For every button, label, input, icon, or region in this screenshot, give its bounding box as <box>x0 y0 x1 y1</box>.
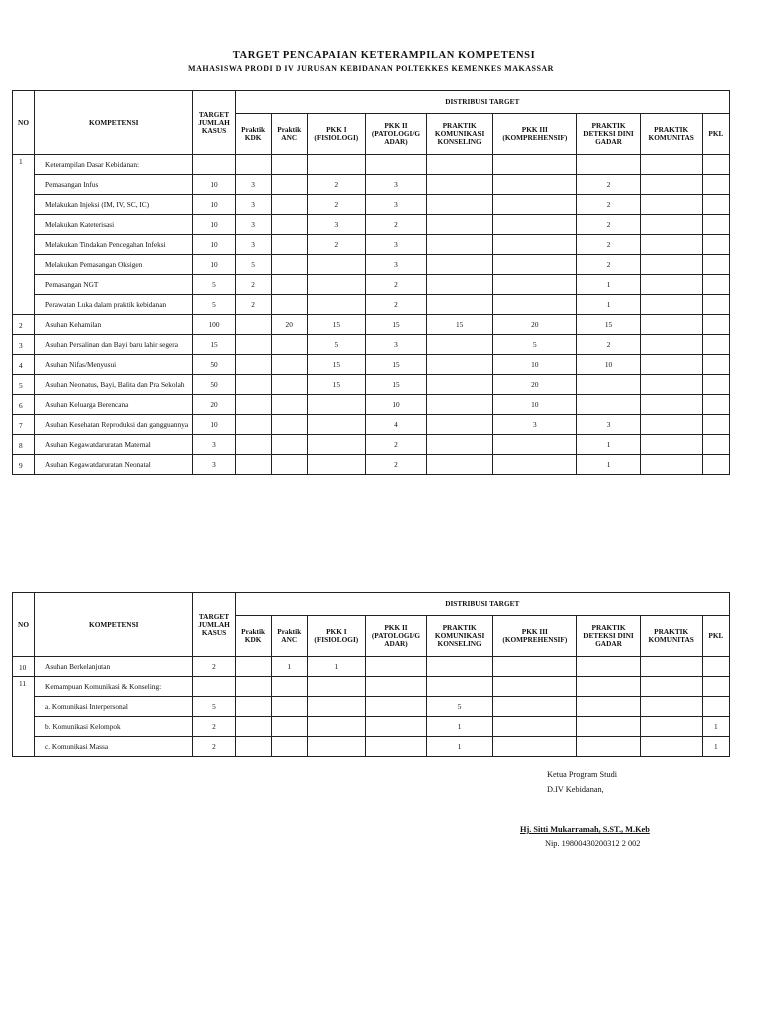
row-number: 11 <box>13 677 35 757</box>
table-row <box>13 255 730 275</box>
cell-target: 10 <box>193 235 235 255</box>
competency-name: Asuhan Berkelanjutan <box>35 657 193 677</box>
competency-name: Melakukan Kateterisasi <box>35 215 193 235</box>
cell-kom <box>427 215 493 235</box>
cell-pkl <box>702 275 729 295</box>
cell-target: 20 <box>193 395 235 415</box>
cell-pkk3 <box>493 175 577 195</box>
header-pkk1: PKK I (FISIOLOGI) <box>307 114 365 155</box>
cell-det <box>577 697 640 717</box>
row-number: 6 <box>13 395 35 415</box>
cell-kdk <box>235 677 271 697</box>
cell-pkk3 <box>493 155 577 175</box>
row-number: 9 <box>13 455 35 475</box>
cell-det: 10 <box>577 355 640 375</box>
cell-pkl <box>702 315 729 335</box>
cell-pkl <box>702 697 729 717</box>
cell-target: 10 <box>193 215 235 235</box>
cell-kdk <box>235 717 271 737</box>
cell-pkk1: 2 <box>307 195 365 215</box>
signature-nip: Nip. 19800430200312 2 002 <box>545 839 641 848</box>
competency-name: a. Komunikasi Interpersonal <box>35 697 193 717</box>
cell-pkk3 <box>493 235 577 255</box>
cell-kom <box>427 455 493 475</box>
cell-kdk <box>235 395 271 415</box>
cell-kdk <box>235 435 271 455</box>
table-row <box>13 315 730 335</box>
cell-anc <box>271 215 307 235</box>
cell-anc <box>271 737 307 757</box>
cell-komu <box>640 375 702 395</box>
cell-komu <box>640 195 702 215</box>
cell-target <box>193 155 235 175</box>
cell-pkk2: 3 <box>365 255 426 275</box>
cell-pkk3 <box>493 195 577 215</box>
table-row <box>13 375 730 395</box>
cell-det: 2 <box>577 335 640 355</box>
table-row <box>13 455 730 475</box>
cell-pkl <box>702 677 729 697</box>
cell-pkk1: 3 <box>307 215 365 235</box>
competency-name: Perawatan Luka dalam praktik kebidanan <box>35 295 193 315</box>
competency-name: Asuhan Kegawatdaruratan Maternal <box>35 435 193 455</box>
cell-pkk3 <box>493 697 577 717</box>
cell-target: 10 <box>193 195 235 215</box>
cell-komu <box>640 737 702 757</box>
cell-pkl <box>702 195 729 215</box>
cell-kdk: 3 <box>235 195 271 215</box>
cell-pkk3 <box>493 455 577 475</box>
cell-target: 10 <box>193 415 235 435</box>
competency-name: Asuhan Neonatus, Bayi, Balita dan Pra Sekolah <box>35 375 193 395</box>
cell-kdk: 3 <box>235 215 271 235</box>
table-row <box>13 195 730 215</box>
cell-komu <box>640 155 702 175</box>
cell-kom <box>427 175 493 195</box>
row-number: 1 <box>13 155 35 315</box>
cell-pkl <box>702 657 729 677</box>
cell-anc <box>271 677 307 697</box>
row-number: 10 <box>13 657 35 677</box>
header-kdk: Praktik KDK <box>235 114 271 155</box>
table-row <box>13 295 730 315</box>
cell-kdk: 3 <box>235 235 271 255</box>
cell-pkk3: 20 <box>493 375 577 395</box>
cell-pkk3 <box>493 255 577 275</box>
cell-pkk3: 20 <box>493 315 577 335</box>
cell-kdk <box>235 455 271 475</box>
cell-komu <box>640 215 702 235</box>
cell-target: 50 <box>193 375 235 395</box>
competency-name: Melakukan Pemasangan Oksigen <box>35 255 193 275</box>
cell-kom: 15 <box>427 315 493 335</box>
cell-pkk1: 2 <box>307 175 365 195</box>
cell-kom <box>427 657 493 677</box>
cell-pkk2: 2 <box>365 275 426 295</box>
cell-target <box>193 677 235 697</box>
cell-anc <box>271 235 307 255</box>
cell-target: 3 <box>193 435 235 455</box>
cell-det <box>577 375 640 395</box>
header-komunitas: PRAKTIK KOMUNITAS <box>640 114 702 155</box>
header-pkk3: PKK III (KOMPREHENSIF) <box>493 114 577 155</box>
table-row <box>13 657 730 677</box>
header-komunitas: PRAKTIK KOMUNITAS <box>640 616 702 657</box>
cell-kom <box>427 435 493 455</box>
cell-anc <box>271 295 307 315</box>
cell-anc: 20 <box>271 315 307 335</box>
cell-det: 2 <box>577 215 640 235</box>
cell-kdk: 2 <box>235 295 271 315</box>
table-row <box>13 737 730 757</box>
table-row <box>13 355 730 375</box>
cell-anc <box>271 355 307 375</box>
header-distribusi: DISTRIBUSI TARGET <box>235 91 729 114</box>
header-anc: Praktik ANC <box>271 114 307 155</box>
cell-pkk1 <box>307 255 365 275</box>
cell-kom: 5 <box>427 697 493 717</box>
table-row <box>13 697 730 717</box>
cell-pkk2 <box>365 155 426 175</box>
cell-anc: 1 <box>271 657 307 677</box>
cell-pkk2: 3 <box>365 195 426 215</box>
cell-target: 5 <box>193 295 235 315</box>
table-row <box>13 235 730 255</box>
cell-pkk1: 5 <box>307 335 365 355</box>
cell-komu <box>640 657 702 677</box>
cell-pkk1 <box>307 737 365 757</box>
cell-kdk <box>235 657 271 677</box>
signature-name: Hj. Sitti Mukarramah, S.ST., M.Keb <box>520 825 650 834</box>
signature-dept: D.IV Kebidanan, <box>547 785 604 794</box>
cell-kom <box>427 335 493 355</box>
cell-det <box>577 155 640 175</box>
cell-kom <box>427 255 493 275</box>
cell-target: 10 <box>193 255 235 275</box>
table-row <box>13 677 730 697</box>
competency-name: Asuhan Nifas/Menyusui <box>35 355 193 375</box>
cell-kom <box>427 195 493 215</box>
cell-kdk <box>235 415 271 435</box>
cell-kdk <box>235 315 271 335</box>
cell-pkk2 <box>365 737 426 757</box>
cell-det: 1 <box>577 275 640 295</box>
cell-pkk2: 2 <box>365 215 426 235</box>
header-komunikasi: PRAKTIK KOMUNIKASI KONSELING <box>427 114 493 155</box>
cell-pkl <box>702 235 729 255</box>
cell-pkk2: 2 <box>365 455 426 475</box>
header-kompetensi: KOMPETENSI <box>35 91 193 155</box>
competency-name: Keterampilan Dasar Kebidanan: <box>35 155 193 175</box>
cell-anc <box>271 195 307 215</box>
cell-pkk3 <box>493 737 577 757</box>
table-row <box>13 335 730 355</box>
cell-pkl: 1 <box>702 717 729 737</box>
cell-pkk3: 10 <box>493 355 577 375</box>
cell-pkk1 <box>307 155 365 175</box>
cell-kdk <box>235 335 271 355</box>
cell-komu <box>640 697 702 717</box>
cell-anc <box>271 175 307 195</box>
cell-target: 5 <box>193 275 235 295</box>
cell-kdk <box>235 375 271 395</box>
competency-name: c. Komunikasi Massa <box>35 737 193 757</box>
cell-pkl: 1 <box>702 737 729 757</box>
header-deteksi: PRAKTIK DETEKSI DINI GADAR <box>577 616 640 657</box>
cell-det: 3 <box>577 415 640 435</box>
document-title: TARGET PENCAPAIAN KETERAMPILAN KOMPETENSI <box>232 50 536 61</box>
cell-pkk2: 3 <box>365 175 426 195</box>
cell-pkk3 <box>493 717 577 737</box>
cell-target: 2 <box>193 737 235 757</box>
table-row <box>13 275 730 295</box>
cell-kom <box>427 677 493 697</box>
cell-anc <box>271 717 307 737</box>
table-row <box>13 215 730 235</box>
cell-target: 100 <box>193 315 235 335</box>
cell-kom <box>427 295 493 315</box>
cell-pkk1: 1 <box>307 657 365 677</box>
cell-pkk3 <box>493 275 577 295</box>
cell-pkk1 <box>307 717 365 737</box>
cell-pkk3: 10 <box>493 395 577 415</box>
cell-target: 50 <box>193 355 235 375</box>
cell-target: 3 <box>193 455 235 475</box>
cell-anc <box>271 697 307 717</box>
cell-komu <box>640 455 702 475</box>
table-row <box>13 717 730 737</box>
cell-det: 2 <box>577 175 640 195</box>
cell-det <box>577 677 640 697</box>
cell-kom <box>427 235 493 255</box>
cell-anc <box>271 275 307 295</box>
header-pkk1: PKK I (FISIOLOGI) <box>307 616 365 657</box>
cell-komu <box>640 235 702 255</box>
cell-pkk3 <box>493 215 577 235</box>
competency-name: Asuhan Persalinan dan Bayi baru lahir segera <box>35 335 193 355</box>
cell-kom: 1 <box>427 737 493 757</box>
cell-det <box>577 717 640 737</box>
header-no: NO <box>13 91 35 155</box>
cell-pkk2: 15 <box>365 375 426 395</box>
cell-target: 15 <box>193 335 235 355</box>
cell-komu <box>640 175 702 195</box>
cell-det: 15 <box>577 315 640 335</box>
cell-det: 2 <box>577 255 640 275</box>
cell-pkk1 <box>307 275 365 295</box>
cell-anc <box>271 415 307 435</box>
competency-name: Melakukan Injeksi (IM, IV, SC, IC) <box>35 195 193 215</box>
cell-pkk1: 15 <box>307 315 365 335</box>
cell-pkl <box>702 255 729 275</box>
cell-anc <box>271 375 307 395</box>
cell-anc <box>271 455 307 475</box>
cell-kdk: 2 <box>235 275 271 295</box>
cell-pkk2: 2 <box>365 295 426 315</box>
cell-det: 2 <box>577 195 640 215</box>
row-number: 5 <box>13 375 35 395</box>
cell-komu <box>640 395 702 415</box>
cell-target: 2 <box>193 657 235 677</box>
cell-kdk: 5 <box>235 255 271 275</box>
row-number: 8 <box>13 435 35 455</box>
cell-pkk1 <box>307 295 365 315</box>
cell-pkk1 <box>307 455 365 475</box>
cell-anc <box>271 435 307 455</box>
cell-pkl <box>702 335 729 355</box>
cell-pkl <box>702 455 729 475</box>
cell-kdk: 3 <box>235 175 271 195</box>
cell-komu <box>640 335 702 355</box>
header-pkk3: PKK III (KOMPREHENSIF) <box>493 616 577 657</box>
row-number: 7 <box>13 415 35 435</box>
cell-pkk2 <box>365 677 426 697</box>
document-subtitle: MAHASISWA PRODI D IV JURUSAN KEBIDANAN POLTEKKES KEMENKES MAKASSAR <box>188 64 554 73</box>
cell-pkk1 <box>307 435 365 455</box>
cell-pkk2: 4 <box>365 415 426 435</box>
cell-komu <box>640 255 702 275</box>
cell-pkk2: 2 <box>365 435 426 455</box>
header-deteksi: PRAKTIK DETEKSI DINI GADAR <box>577 114 640 155</box>
header-no: NO <box>13 593 35 657</box>
cell-komu <box>640 717 702 737</box>
cell-target: 2 <box>193 717 235 737</box>
cell-komu <box>640 295 702 315</box>
cell-pkk2 <box>365 697 426 717</box>
cell-komu <box>640 677 702 697</box>
cell-pkk3 <box>493 435 577 455</box>
cell-komu <box>640 315 702 335</box>
cell-komu <box>640 435 702 455</box>
header-pkk2: PKK II (PATOLOGI/G ADAR) <box>365 114 426 155</box>
signature-role: Ketua Program Studi <box>547 770 618 779</box>
cell-kom <box>427 355 493 375</box>
cell-pkl <box>702 435 729 455</box>
cell-kdk <box>235 155 271 175</box>
header-target: TARGET JUMLAH KASUS <box>193 91 235 155</box>
cell-anc <box>271 155 307 175</box>
cell-pkk1 <box>307 697 365 717</box>
cell-kdk <box>235 697 271 717</box>
cell-kom <box>427 155 493 175</box>
table-row <box>13 175 730 195</box>
cell-target: 5 <box>193 697 235 717</box>
cell-det <box>577 657 640 677</box>
cell-komu <box>640 415 702 435</box>
header-kompetensi: KOMPETENSI <box>35 593 193 657</box>
cell-pkl <box>702 295 729 315</box>
cell-anc <box>271 255 307 275</box>
competency-name: Asuhan Kesehatan Reproduksi dan gangguannya <box>35 415 193 435</box>
cell-pkk1 <box>307 395 365 415</box>
cell-target: 10 <box>193 175 235 195</box>
cell-pkk1: 15 <box>307 355 365 375</box>
header-pkl: PKL <box>702 114 729 155</box>
cell-pkl <box>702 155 729 175</box>
cell-det: 1 <box>577 455 640 475</box>
header-target: TARGET JUMLAH KASUS <box>193 593 235 657</box>
competency-name: Asuhan Keluarga Berencana <box>35 395 193 415</box>
cell-kdk <box>235 737 271 757</box>
header-distribusi: DISTRIBUSI TARGET <box>235 593 729 616</box>
competency-name: b. Komunikasi Kelompok <box>35 717 193 737</box>
table-row <box>13 415 730 435</box>
cell-pkk2: 10 <box>365 395 426 415</box>
cell-pkk3 <box>493 295 577 315</box>
cell-det <box>577 395 640 415</box>
table-row <box>13 155 730 175</box>
row-number: 2 <box>13 315 35 335</box>
cell-det: 2 <box>577 235 640 255</box>
cell-pkl <box>702 355 729 375</box>
cell-pkk2: 3 <box>365 335 426 355</box>
cell-pkk2 <box>365 657 426 677</box>
cell-pkk2: 3 <box>365 235 426 255</box>
competency-name: Asuhan Kegawatdaruratan Neonatal <box>35 455 193 475</box>
competency-name: Pemasangan NGT <box>35 275 193 295</box>
cell-pkk2: 15 <box>365 355 426 375</box>
cell-det: 1 <box>577 295 640 315</box>
cell-kom <box>427 415 493 435</box>
cell-pkk3: 5 <box>493 335 577 355</box>
cell-kdk <box>235 355 271 375</box>
cell-det: 1 <box>577 435 640 455</box>
header-kdk: Praktik KDK <box>235 616 271 657</box>
cell-pkk1 <box>307 415 365 435</box>
cell-pkk3: 3 <box>493 415 577 435</box>
cell-pkl <box>702 415 729 435</box>
row-number: 4 <box>13 355 35 375</box>
cell-pkl <box>702 215 729 235</box>
competency-table-2 <box>12 592 730 757</box>
cell-anc <box>271 395 307 415</box>
competency-name: Kemampuan Komunikasi & Konseling: <box>35 677 193 697</box>
cell-anc <box>271 335 307 355</box>
header-pkl: PKL <box>702 616 729 657</box>
cell-pkl <box>702 175 729 195</box>
header-komunikasi: PRAKTIK KOMUNIKASI KONSELING <box>427 616 493 657</box>
cell-pkk3 <box>493 677 577 697</box>
competency-name: Melakukan Tindakan Pencegahan Infeksi <box>35 235 193 255</box>
competency-table-1 <box>12 90 730 475</box>
cell-det <box>577 737 640 757</box>
competency-name: Asuhan Kehamilan <box>35 315 193 335</box>
cell-pkk2: 15 <box>365 315 426 335</box>
table-row <box>13 395 730 415</box>
cell-pkk1: 15 <box>307 375 365 395</box>
cell-kom <box>427 275 493 295</box>
competency-name: Pemasangan Infus <box>35 175 193 195</box>
row-number: 3 <box>13 335 35 355</box>
cell-kom <box>427 375 493 395</box>
cell-pkl <box>702 375 729 395</box>
cell-kom: 1 <box>427 717 493 737</box>
cell-pkl <box>702 395 729 415</box>
cell-komu <box>640 355 702 375</box>
header-anc: Praktik ANC <box>271 616 307 657</box>
cell-pkk3 <box>493 657 577 677</box>
cell-kom <box>427 395 493 415</box>
header-pkk2: PKK II (PATOLOGI/G ADAR) <box>365 616 426 657</box>
cell-pkk2 <box>365 717 426 737</box>
cell-komu <box>640 275 702 295</box>
cell-pkk1 <box>307 677 365 697</box>
table-row <box>13 435 730 455</box>
cell-pkk1: 2 <box>307 235 365 255</box>
